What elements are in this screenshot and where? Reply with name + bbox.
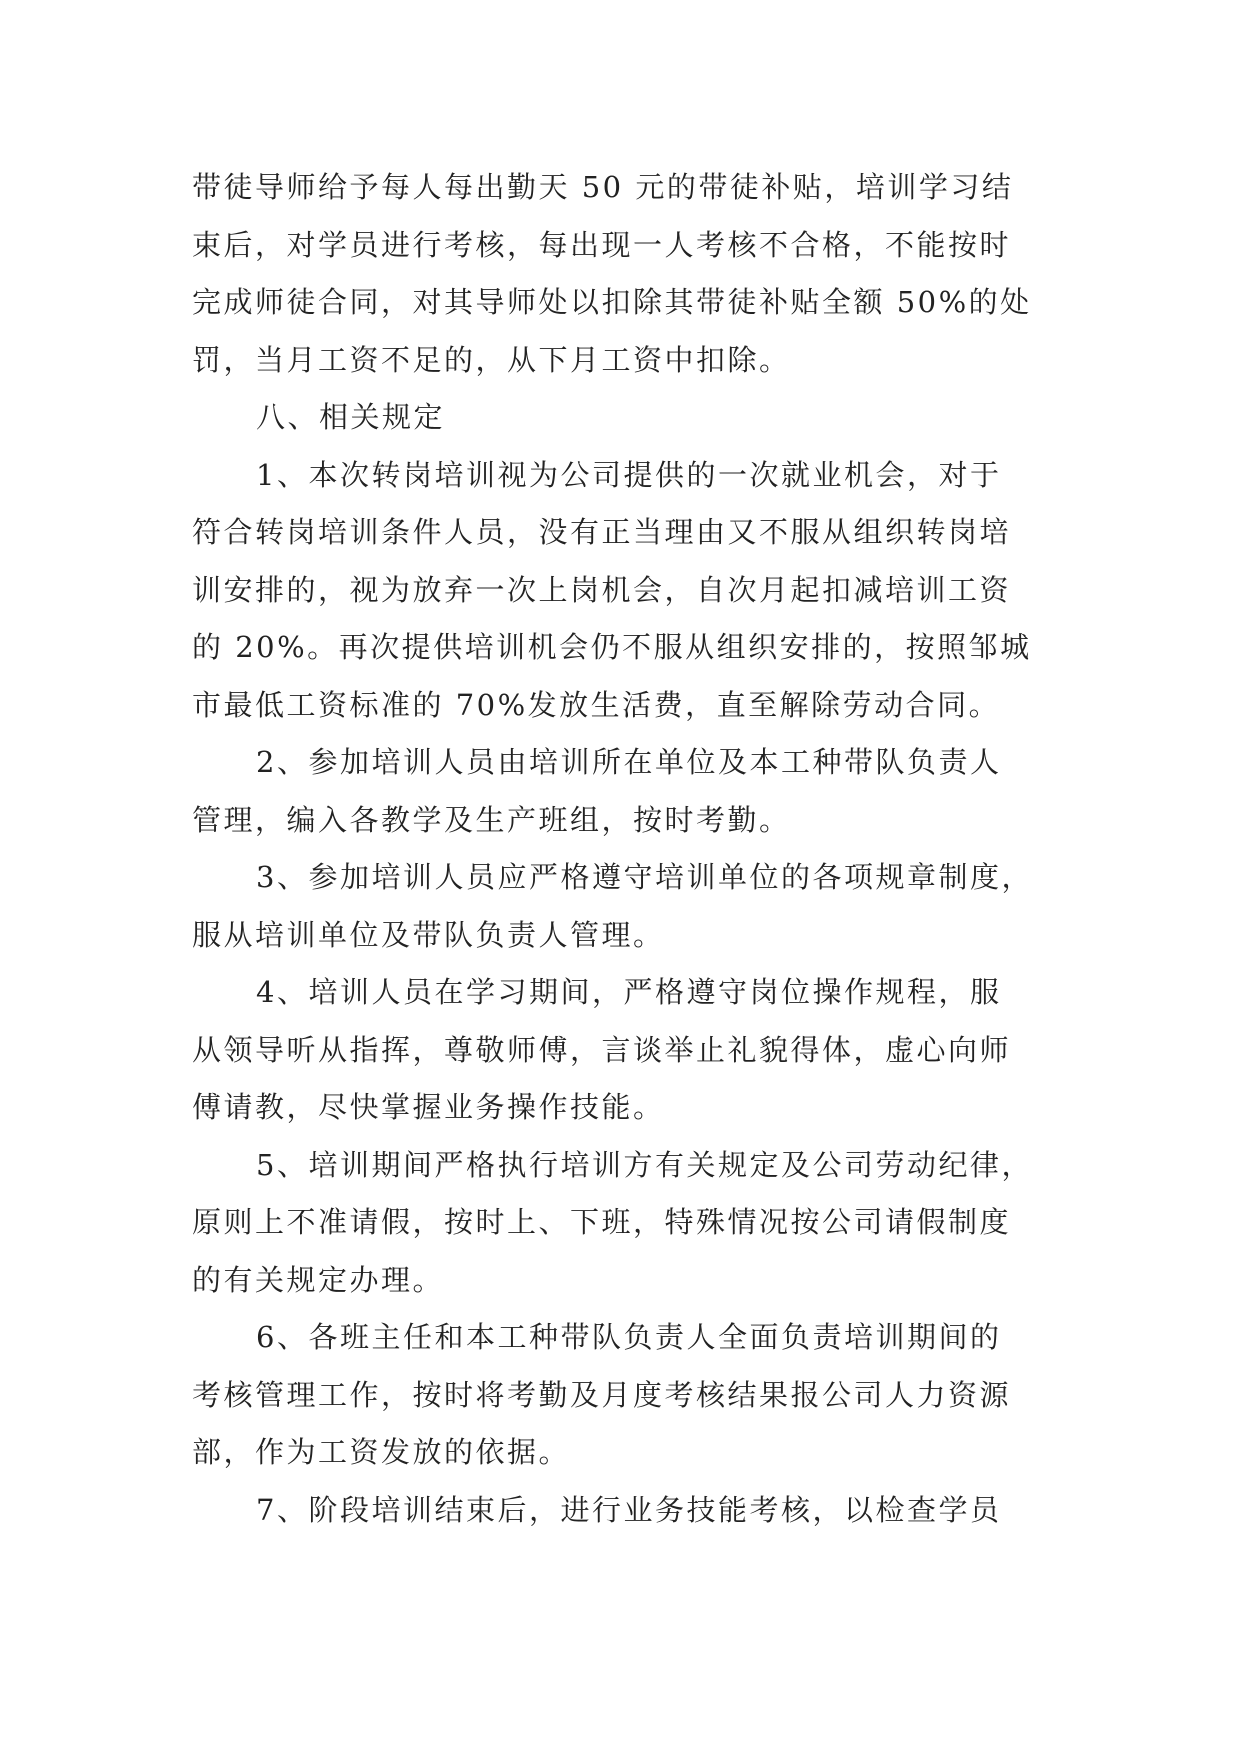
- paragraph-p4: [192, 734, 1052, 849]
- text-line: 训安排的，视为放弃一次上岗机会，自次月起扣减培训工资: [192, 572, 1012, 607]
- paragraph-p1: [192, 159, 1052, 389]
- text-line: 3、参加培训人员应严格遵守培训单位的各项规章制度，: [256, 860, 1033, 894]
- text-line: 1、本次转岗培训视为公司提供的一次就业机会，对于: [256, 457, 1002, 492]
- text-line: 服从培训单位及带队负责人管理。: [192, 917, 665, 952]
- text-line: 从领导听从指挥，尊敬师傅，言谈举止礼貌得体，虚心向师: [192, 1032, 1012, 1067]
- text-line: 的有关规定办理。: [192, 1262, 445, 1297]
- text-line: 束后，对学员进行考核，每出现一人考核不合格，不能按时: [192, 227, 1012, 262]
- paragraph-p5: [192, 849, 1052, 964]
- paragraph-p6: [192, 964, 1052, 1137]
- text-line: 4、培训人员在学习期间，严格遵守岗位操作规程，服: [256, 975, 1002, 1009]
- text-line: 2、参加培训人员由培训所在单位及本工种带队负责人: [256, 745, 1002, 779]
- paragraph-p7: [192, 1137, 1052, 1310]
- text-line: 罚，当月工资不足的，从下月工资中扣除。: [192, 342, 791, 377]
- paragraph-p2: [192, 389, 1052, 447]
- paragraph-p9: [192, 1482, 1052, 1540]
- text-line: 5、培训期间严格执行培训方有关规定及公司劳动纪律，: [256, 1147, 1033, 1182]
- text-line: 傅请教，尽快掌握业务操作技能。: [192, 1090, 665, 1124]
- text-line: 考核管理工作，按时将考勤及月度考核结果报公司人力资源: [192, 1377, 1012, 1412]
- paragraph-p8: [192, 1309, 1052, 1482]
- text-line: 原则上不准请假，按时上、下班，特殊情况按公司请假制度: [192, 1205, 1012, 1239]
- text-line: 管理，编入各教学及生产班组，按时考勤。: [192, 802, 791, 837]
- text-line: 部，作为工资发放的依据。: [192, 1435, 571, 1469]
- text-line: 7、阶段培训结束后，进行业务技能考核，以检查学员: [256, 1492, 1002, 1527]
- document-body: [192, 159, 1052, 1539]
- text-line: 完成师徒合同，对其导师处以扣除其带徒补贴全额 50%的处: [192, 285, 1032, 319]
- text-line: 八、相关规定: [256, 400, 446, 434]
- text-line: 6、各班主任和本工种带队负责人全面负责培训期间的: [256, 1320, 1002, 1354]
- paragraph-p3: [192, 447, 1052, 735]
- text-line: 市最低工资标准的 70%发放生活费，直至解除劳动合同。: [192, 687, 1001, 722]
- text-line: 符合转岗培训条件人员，没有正当理由又不服从组织转岗培: [192, 515, 1012, 549]
- text-line: 带徒导师给予每人每出勤天 50 元的带徒补贴，培训学习结: [192, 170, 1014, 204]
- text-line: 的 20%。再次提供培训机会仍不服从组织安排的，按照邹城: [192, 630, 1032, 664]
